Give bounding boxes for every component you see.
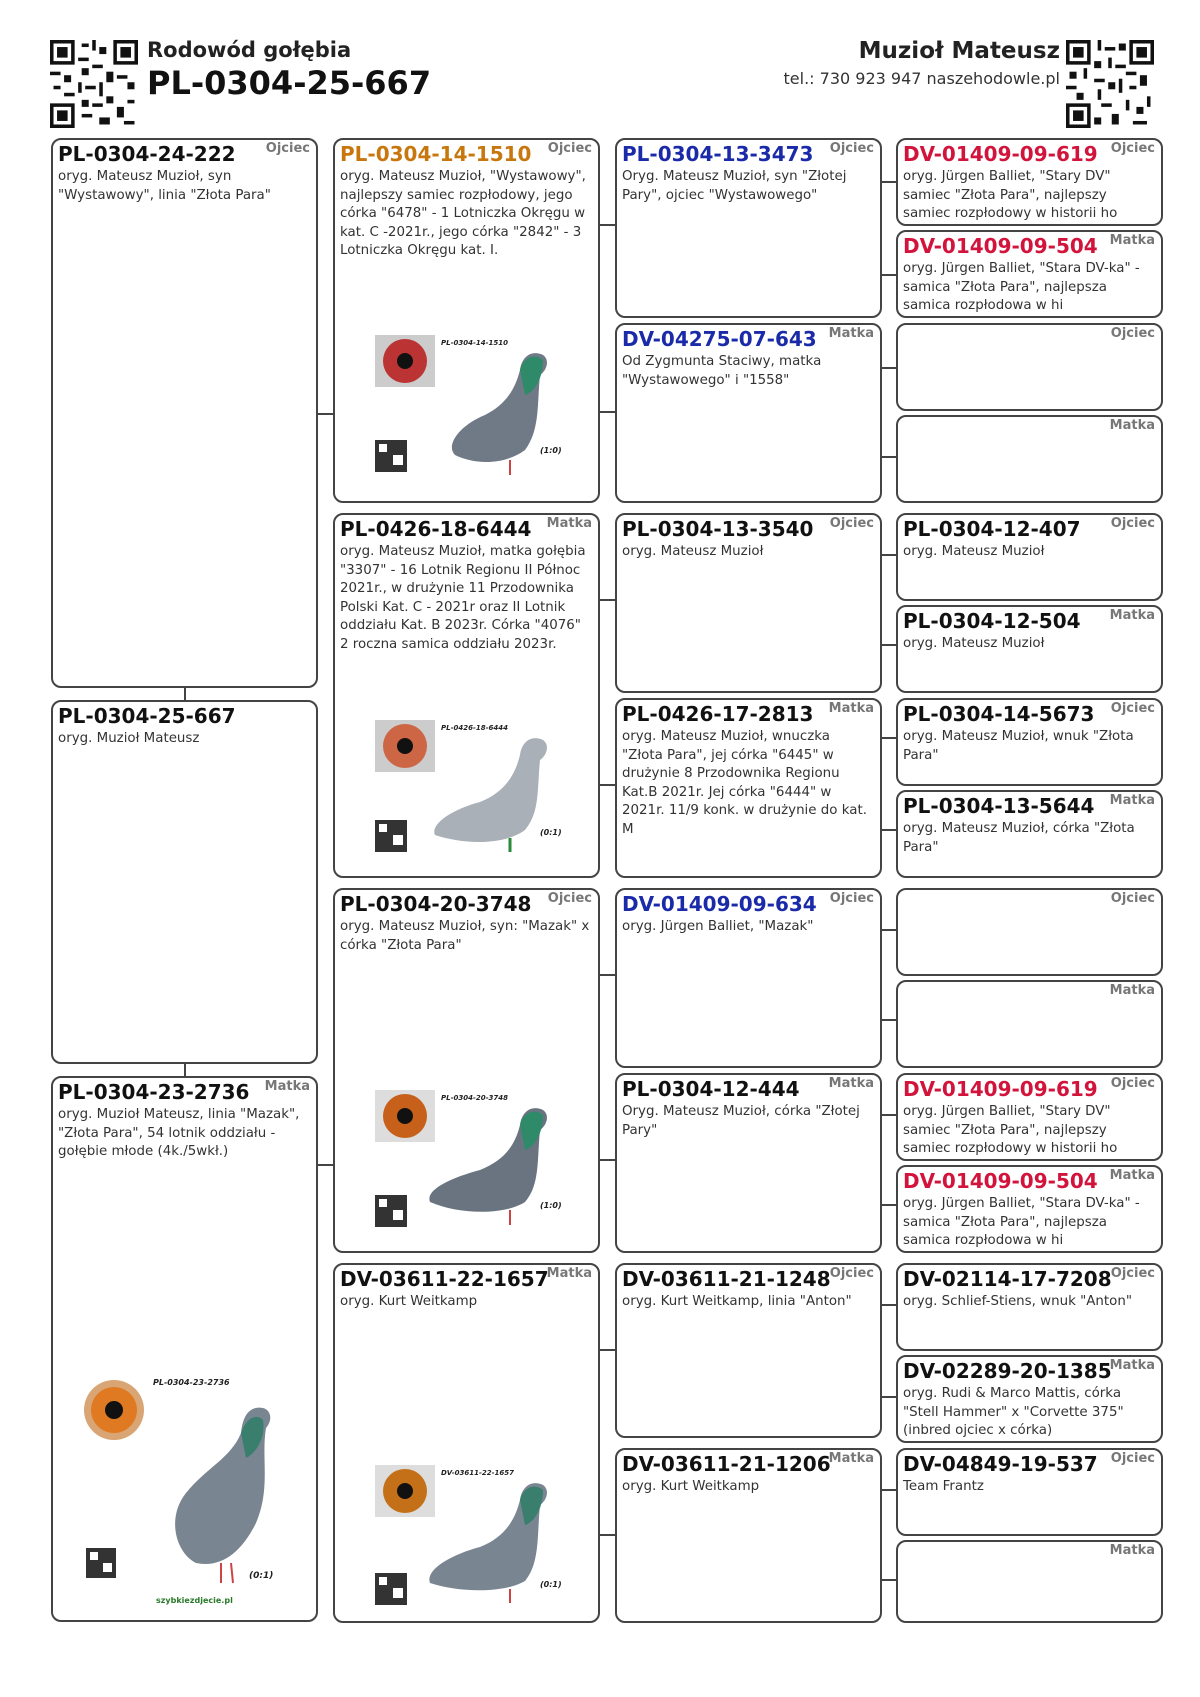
pigeon-description: oryg. Mateusz Muzioł, matka gołębia "3307" - 16 Lotnik Regionu II Północ 2021r., w drużynie 11 Przodownika Polski Kat. C - 2021r oraz II Lotnik oddziału Kat. B 2023r. Córka "4076" 2 roczna samica oddziału 2023r. bbox=[340, 544, 586, 652]
ring-number: DV-01409-09-619 bbox=[903, 142, 1098, 166]
role-label: Ojciec bbox=[1110, 1076, 1155, 1091]
pigeon-card-sire-sire[interactable] bbox=[333, 138, 600, 503]
pigeon-card-gen3-7[interactable] bbox=[615, 1263, 882, 1438]
ring-number: PL-0304-24-222 bbox=[58, 142, 236, 166]
role-label: Matka bbox=[828, 1076, 874, 1091]
ring-number: DV-01409-09-504 bbox=[903, 234, 1098, 258]
pigeon-description: Od Zygmunta Staciwy, matka "Wystawowego" i "1558" bbox=[622, 354, 822, 388]
photo-score: (0:1) bbox=[540, 828, 562, 837]
pigeon-card-dam[interactable] bbox=[51, 1076, 318, 1622]
ring-number: PL-0304-13-3540 bbox=[622, 517, 814, 541]
ring-number: DV-03611-21-1206 bbox=[622, 1452, 831, 1476]
photo-caption-ring: PL-0304-14-1510 bbox=[441, 339, 509, 347]
pigeon-description: oryg. Mateusz Muzioł bbox=[903, 544, 1045, 559]
pigeon-description: oryg. Jürgen Balliet, "Stara DV-ka" - samica "Złota Para", najlepsza samica rozpłodowa w hi bbox=[903, 261, 1140, 313]
pigeon-description: Team Frantz bbox=[903, 1479, 984, 1494]
pigeon-description: oryg. Schlief-Stiens, wnuk "Anton" bbox=[903, 1294, 1132, 1309]
role-label: Matka bbox=[828, 1451, 874, 1466]
role-label: Ojciec bbox=[547, 141, 592, 156]
pigeon-description: oryg. Mateusz Muzioł, wnuk "Złota Para" bbox=[903, 729, 1134, 763]
pigeon-description: oryg. Mateusz Muzioł bbox=[622, 544, 764, 559]
pigeon-card-gen4-6[interactable] bbox=[896, 605, 1163, 693]
role-label: Ojciec bbox=[1110, 326, 1155, 341]
role-label: Matka bbox=[264, 1079, 310, 1094]
role-label: Matka bbox=[1109, 1543, 1155, 1558]
pigeon-card-gen3-4[interactable] bbox=[615, 698, 882, 878]
photo-caption-ring: PL-0304-23-2736 bbox=[153, 1378, 230, 1387]
ring-number: DV-02114-17-7208 bbox=[903, 1267, 1112, 1291]
pigeon-card-gen3-8[interactable] bbox=[615, 1448, 882, 1623]
photo-caption-ring: PL-0426-18-6444 bbox=[441, 724, 509, 732]
pigeon-card-gen4-7[interactable] bbox=[896, 698, 1163, 786]
role-label: Ojciec bbox=[1110, 1266, 1155, 1281]
pigeon-card-sire[interactable] bbox=[51, 138, 318, 688]
ring-number: DV-04275-07-643 bbox=[622, 327, 817, 351]
pigeon-card-gen4-11[interactable] bbox=[896, 1073, 1163, 1161]
role-label: Ojciec bbox=[1110, 141, 1155, 156]
pigeon-card-dam-sire[interactable] bbox=[333, 888, 600, 1253]
role-label: Matka bbox=[1109, 233, 1155, 248]
pigeon-description: Oryg. Mateusz Muzioł, syn "Złotej Pary", ojciec "Wystawowego" bbox=[622, 169, 847, 203]
pigeon-card-gen4-12[interactable] bbox=[896, 1165, 1163, 1253]
pigeon-card-gen3-3[interactable] bbox=[615, 513, 882, 693]
role-label: Ojciec bbox=[829, 1266, 874, 1281]
photo-brand: szybkiezdjecie.pl bbox=[156, 1596, 233, 1605]
ring-number: DV-04849-19-537 bbox=[903, 1452, 1098, 1476]
pigeon-description: oryg. Mateusz Muzioł, wnuczka "Złota Para", jej córka "6445" w drużynie 8 Przodownika Regionu Kat.B 2021r. Jej córka "6444" w 2021r. 11/9 konk. w drużynie do kat. M bbox=[622, 729, 867, 837]
ring-number: DV-02289-20-1385 bbox=[903, 1359, 1112, 1383]
role-label: Matka bbox=[1109, 418, 1155, 433]
pigeon-description: oryg. Jürgen Balliet, "Stara DV-ka" - samica "Złota Para", najlepsza samica rozpłodowa w hi bbox=[903, 1196, 1140, 1248]
pigeon-photo bbox=[375, 720, 575, 860]
pigeon-description: oryg. Jürgen Balliet, "Mazak" bbox=[622, 919, 814, 934]
pigeon-card-gen3-6[interactable] bbox=[615, 1073, 882, 1253]
pigeon-card-gen4-4[interactable] bbox=[896, 415, 1163, 503]
pigeon-card-subject[interactable] bbox=[51, 700, 318, 1064]
pigeon-photo bbox=[375, 1465, 575, 1615]
photo-score: (0:1) bbox=[540, 1580, 562, 1589]
role-label: Ojciec bbox=[265, 141, 310, 156]
pigeon-description: oryg. Muzioł Mateusz bbox=[58, 731, 200, 746]
ring-number: PL-0304-23-2736 bbox=[58, 1080, 250, 1104]
pigeon-card-gen3-2[interactable] bbox=[615, 323, 882, 503]
ring-number: DV-01409-09-504 bbox=[903, 1169, 1098, 1193]
pigeon-photo bbox=[81, 1368, 296, 1613]
role-label: Matka bbox=[828, 326, 874, 341]
role-label: Ojciec bbox=[1110, 1451, 1155, 1466]
ring-number: PL-0304-14-5673 bbox=[903, 702, 1095, 726]
pigeon-card-sire-dam[interactable] bbox=[333, 513, 600, 878]
role-label: Matka bbox=[1109, 1358, 1155, 1373]
role-label: Ojciec bbox=[1110, 516, 1155, 531]
pigeon-description: oryg. Kurt Weitkamp, linia "Anton" bbox=[622, 1294, 852, 1309]
pigeon-description: oryg. Mateusz Muzioł, syn "Wystawowy", linia "Złota Para" bbox=[58, 169, 271, 203]
pigeon-card-gen4-5[interactable] bbox=[896, 513, 1163, 601]
ring-number: DV-03611-22-1657 bbox=[340, 1267, 549, 1291]
owner-name: Muzioł Mateusz bbox=[858, 38, 1060, 64]
role-label: Matka bbox=[546, 1266, 592, 1281]
ring-number: PL-0426-18-6444 bbox=[340, 517, 532, 541]
pigeon-description: oryg. Mateusz Muzioł, syn: "Mazak" x córka "Złota Para" bbox=[340, 919, 590, 953]
owner-contact: tel.: 730 923 947 naszehodowle.pl bbox=[783, 69, 1060, 88]
ring-number: PL-0426-17-2813 bbox=[622, 702, 814, 726]
pigeon-card-dam-dam[interactable] bbox=[333, 1263, 600, 1623]
pigeon-card-gen4-10[interactable] bbox=[896, 980, 1163, 1068]
ring-number: PL-0304-20-3748 bbox=[340, 892, 532, 916]
pigeon-card-gen4-8[interactable] bbox=[896, 790, 1163, 878]
photo-caption-ring: PL-0304-20-3748 bbox=[441, 1094, 509, 1102]
pigeon-card-gen3-5[interactable] bbox=[615, 888, 882, 1068]
ring-number: PL-0304-13-3473 bbox=[622, 142, 814, 166]
pigeon-description: Oryg. Mateusz Muzioł, córka "Złotej Pary" bbox=[622, 1104, 860, 1138]
ring-number: PL-0304-12-407 bbox=[903, 517, 1081, 541]
page-title: Rodowód gołębia bbox=[147, 38, 352, 62]
pigeon-description: oryg. Kurt Weitkamp bbox=[622, 1479, 760, 1494]
role-label: Ojciec bbox=[829, 516, 874, 531]
pigeon-description: oryg. Jürgen Balliet, "Stary DV" samiec "Złota Para", najlepszy samiec rozpłodowy w historii ho bbox=[903, 1104, 1118, 1156]
role-label: Matka bbox=[828, 701, 874, 716]
ring-number: DV-01409-09-634 bbox=[622, 892, 817, 916]
role-label: Matka bbox=[1109, 793, 1155, 808]
role-label: Ojciec bbox=[1110, 891, 1155, 906]
pigeon-description: oryg. Jürgen Balliet, "Stary DV" samiec "Złota Para", najlepszy samiec rozpłodowy w historii ho bbox=[903, 169, 1118, 221]
pigeon-description: oryg. Mateusz Muzioł bbox=[903, 636, 1045, 651]
role-label: Ojciec bbox=[1110, 701, 1155, 716]
role-label: Matka bbox=[1109, 983, 1155, 998]
pigeon-card-gen4-16[interactable] bbox=[896, 1540, 1163, 1623]
role-label: Matka bbox=[546, 516, 592, 531]
pigeon-description: oryg. Rudi & Marco Mattis, córka "Stell Hammer" x "Corvette 375" (inbred ojciec x córka) bbox=[903, 1386, 1124, 1438]
ring-number: PL-0304-12-444 bbox=[622, 1077, 800, 1101]
pigeon-card-gen4-3[interactable] bbox=[896, 323, 1163, 411]
main-ring-number: PL-0304-25-667 bbox=[147, 64, 432, 102]
pigeon-card-gen4-13[interactable] bbox=[896, 1263, 1163, 1351]
pigeon-description: oryg. Muzioł Mateusz, linia "Mazak", "Złota Para", 54 lotnik oddziału - gołębie młode (4k./5wkł.) bbox=[58, 1107, 300, 1159]
pigeon-description: oryg. Mateusz Muzioł, córka "Złota Para" bbox=[903, 821, 1135, 855]
pigeon-card-gen4-2[interactable] bbox=[896, 230, 1163, 318]
ring-number: PL-0304-14-1510 bbox=[340, 142, 532, 166]
photo-score: (0:1) bbox=[249, 1571, 274, 1581]
role-label: Ojciec bbox=[829, 891, 874, 906]
role-label: Ojciec bbox=[829, 141, 874, 156]
photo-score: (1:0) bbox=[540, 446, 562, 455]
pigeon-card-gen4-15[interactable] bbox=[896, 1448, 1163, 1536]
pigeon-card-gen4-9[interactable] bbox=[896, 888, 1163, 976]
pigeon-card-gen4-1[interactable] bbox=[896, 138, 1163, 226]
photo-caption-ring: DV-03611-22-1657 bbox=[441, 1469, 515, 1477]
photo-score: (1:0) bbox=[540, 1201, 562, 1210]
pigeon-description: oryg. Mateusz Muzioł, "Wystawowy", najlepszy samiec rozpłodowy, jego córka "6478" - 1 Lotniczka Okręgu w kat. C -2021r., jego córka "2842" - 3 Lotniczka Okręgu kat. I. bbox=[340, 169, 586, 258]
role-label: Matka bbox=[1109, 1168, 1155, 1183]
pigeon-photo bbox=[375, 1090, 575, 1235]
pigeon-card-gen3-1[interactable] bbox=[615, 138, 882, 318]
ring-number: DV-03611-21-1248 bbox=[622, 1267, 831, 1291]
role-label: Matka bbox=[1109, 608, 1155, 623]
ring-number: DV-01409-09-619 bbox=[903, 1077, 1098, 1101]
pigeon-card-gen4-14[interactable] bbox=[896, 1355, 1163, 1443]
ring-number: PL-0304-13-5644 bbox=[903, 794, 1095, 818]
ring-number: PL-0304-12-504 bbox=[903, 609, 1081, 633]
ring-number: PL-0304-25-667 bbox=[58, 704, 236, 728]
role-label: Ojciec bbox=[547, 891, 592, 906]
pigeon-description: oryg. Kurt Weitkamp bbox=[340, 1294, 478, 1309]
pigeon-photo bbox=[375, 335, 575, 485]
